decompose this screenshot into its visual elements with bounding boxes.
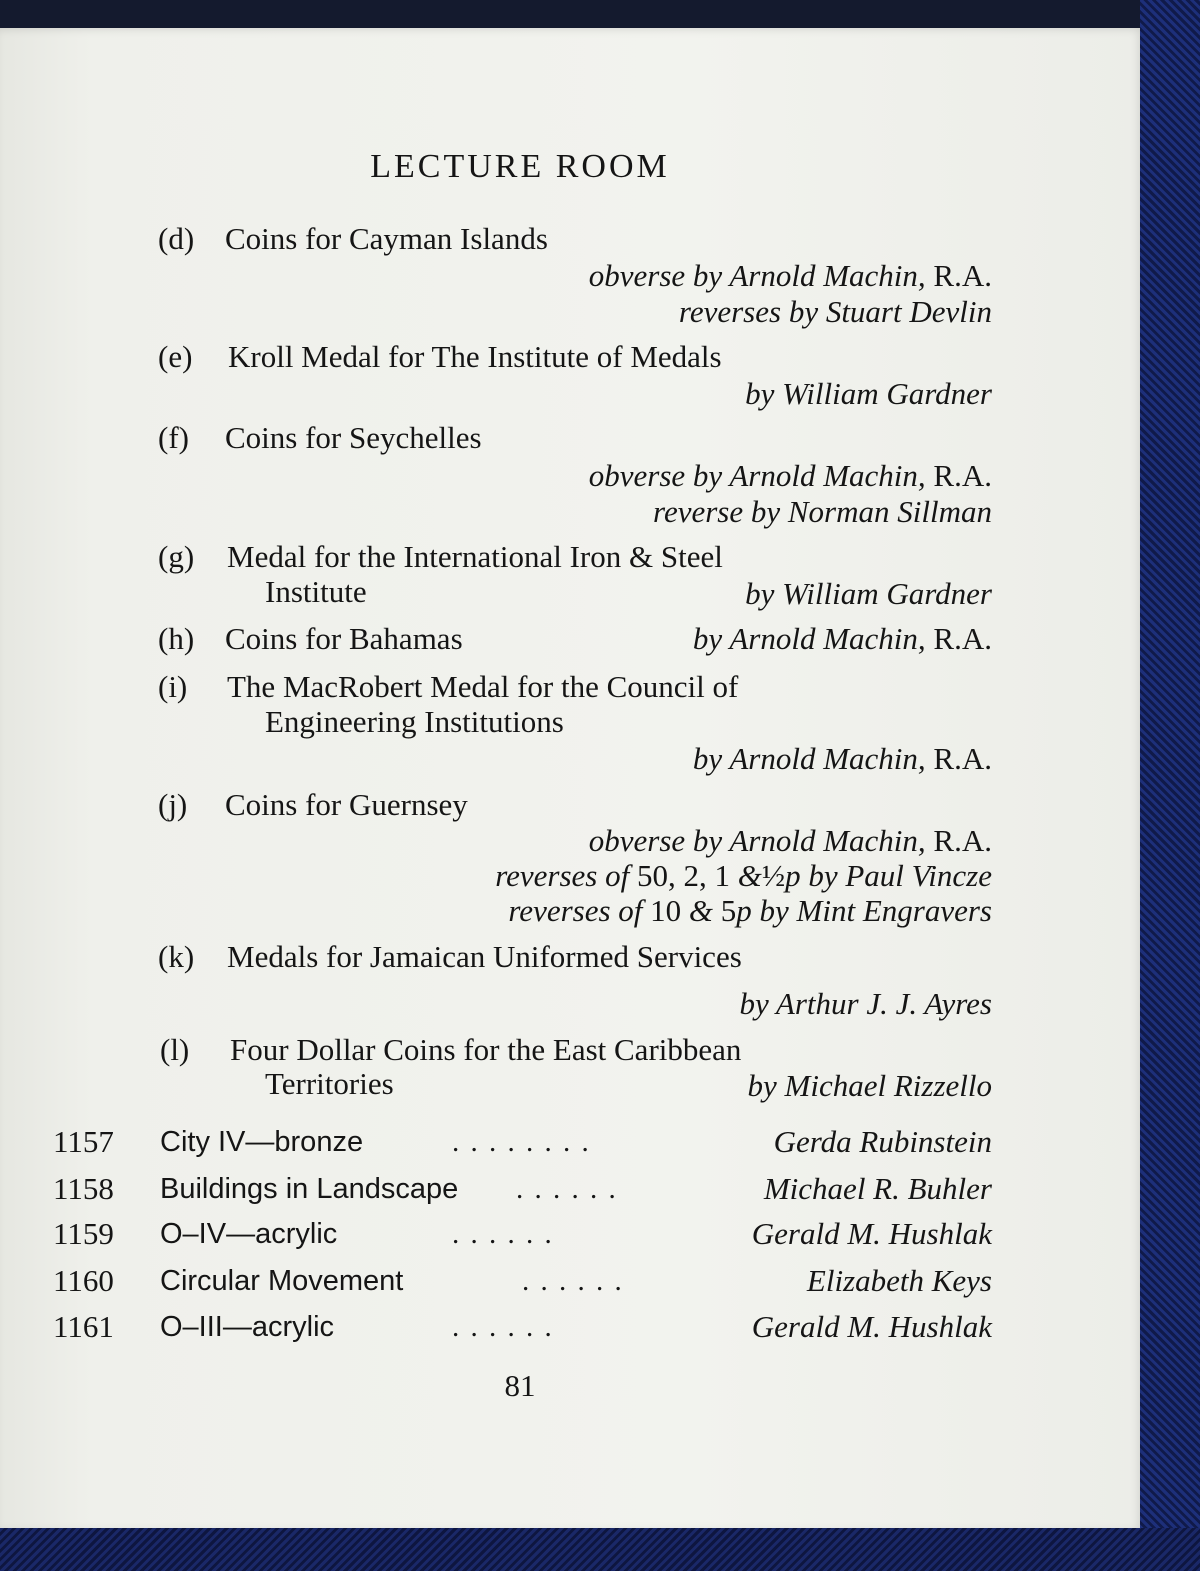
item-credit-d-reverses: reverses by Stuart Devlin xyxy=(678,294,992,329)
item-letter-h: (h) xyxy=(158,621,195,656)
item-title-k: Medals for Jamaican Uniformed Services xyxy=(227,939,742,974)
item-title-g: Medal for the International Iron & Steel xyxy=(227,539,723,574)
item-credit-h: by Arnold Machin, R.A. xyxy=(692,621,992,656)
catalogue-number: 1157 xyxy=(53,1124,114,1159)
page-header: LECTURE ROOM xyxy=(370,148,670,185)
catalogue-number: 1159 xyxy=(53,1216,114,1251)
catalogue-title: O–III—acrylic xyxy=(160,1311,335,1343)
item-title-l-cont: Territories xyxy=(265,1066,394,1101)
item-credit-f-reverse: reverse by Norman Sillman xyxy=(653,494,992,529)
item-credit-d-obverse: obverse by Arnold Machin, R.A. xyxy=(588,258,992,293)
item-letter-k: (k) xyxy=(158,939,195,974)
item-title-h: Coins for Bahamas xyxy=(225,621,463,656)
leader-dots: . . . . . . xyxy=(452,1311,554,1343)
item-credit-k: by Arthur J. J. Ayres xyxy=(739,986,992,1021)
item-title-f: Coins for Seychelles xyxy=(225,420,482,455)
catalogue-artist: Michael R. Buhler xyxy=(763,1171,992,1206)
item-credit-j-obverse: obverse by Arnold Machin, R.A. xyxy=(588,823,992,858)
catalogue-artist: Gerda Rubinstein xyxy=(773,1124,992,1159)
item-credit-j-reverses-2: reverses of 10 & 5p by Mint Engravers xyxy=(508,893,992,928)
catalogue-title: Circular Movement xyxy=(160,1265,404,1297)
catalogue-artist: Gerald M. Hushlak xyxy=(751,1309,992,1344)
leader-dots: . . . . . . xyxy=(452,1218,554,1250)
item-letter-f: (f) xyxy=(158,420,189,455)
catalogue-number: 1161 xyxy=(53,1309,114,1344)
item-title-g-cont: Institute xyxy=(265,574,367,609)
catalogue-artist: Gerald M. Hushlak xyxy=(751,1216,992,1251)
item-title-i-cont: Engineering Institutions xyxy=(265,704,564,739)
catalogue-artist: Elizabeth Keys xyxy=(806,1263,992,1298)
item-credit-j-reverses-1: reverses of 50, 2, 1 &½p by Paul Vincze xyxy=(495,858,992,893)
catalogue-title: O–IV—acrylic xyxy=(160,1218,338,1250)
catalogue-title: City IV—bronze xyxy=(160,1126,364,1158)
item-title-e: Kroll Medal for The Institute of Medals xyxy=(228,339,722,374)
catalogue-number: 1160 xyxy=(53,1263,114,1298)
item-letter-d: (d) xyxy=(158,221,195,256)
item-letter-l: (l) xyxy=(160,1032,190,1067)
leader-dots: . . . . . . xyxy=(522,1265,624,1297)
page-number: 81 xyxy=(504,1368,536,1403)
item-title-j: Coins for Guernsey xyxy=(225,787,468,822)
item-title-l: Four Dollar Coins for the East Caribbean xyxy=(230,1032,742,1067)
item-title-d: Coins for Cayman Islands xyxy=(225,221,548,256)
item-letter-g: (g) xyxy=(158,539,195,574)
catalogue-number: 1158 xyxy=(53,1171,114,1206)
item-credit-l: by Michael Rizzello xyxy=(747,1068,992,1103)
item-letter-j: (j) xyxy=(158,787,188,822)
item-credit-f-obverse: obverse by Arnold Machin, R.A. xyxy=(588,458,992,493)
item-credit-i: by Arnold Machin, R.A. xyxy=(692,741,992,776)
item-credit-g: by William Gardner xyxy=(745,576,992,611)
book-binding-bottom xyxy=(0,1528,1200,1571)
book-binding-edge xyxy=(1140,0,1200,1571)
item-title-i: The MacRobert Medal for the Council of xyxy=(227,669,739,704)
item-letter-e: (e) xyxy=(158,339,193,374)
leader-dots: . . . . . . xyxy=(516,1173,618,1205)
catalogue-title: Buildings in Landscape xyxy=(160,1173,459,1205)
leader-dots: . . . . . . . . xyxy=(452,1126,591,1158)
item-letter-i: (i) xyxy=(158,669,188,704)
item-credit-e: by William Gardner xyxy=(745,376,992,411)
